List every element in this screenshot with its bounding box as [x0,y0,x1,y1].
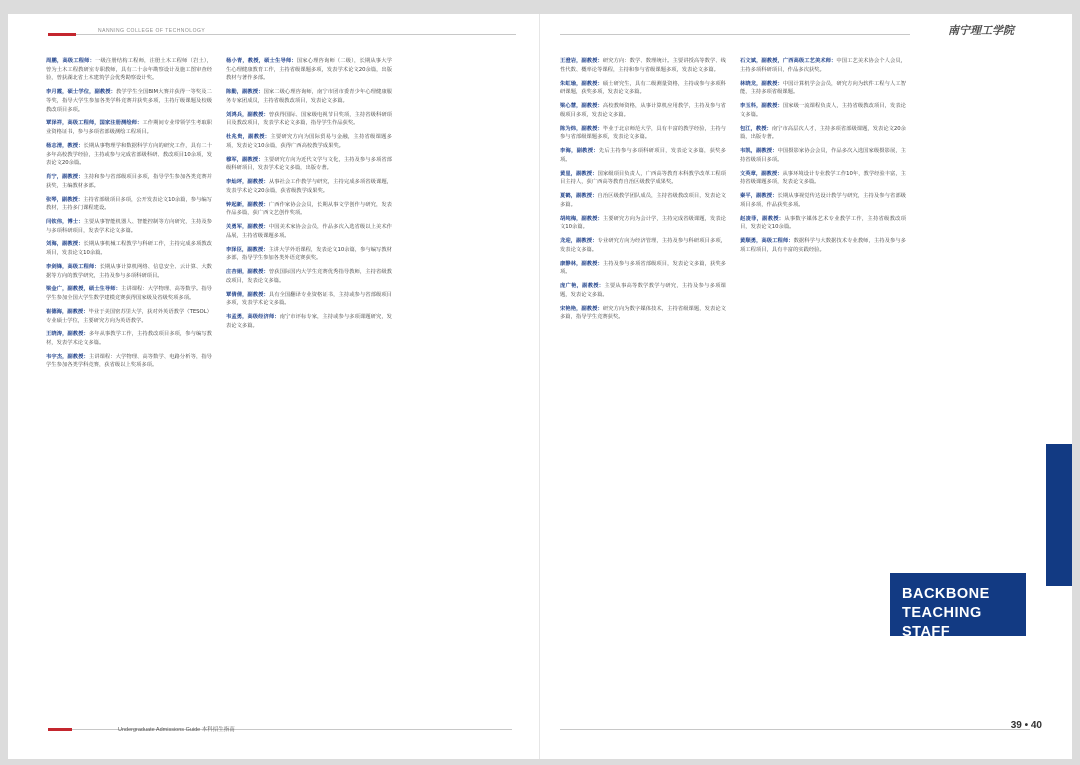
staff-entry [226,57,392,83]
staff-name: 覃倩倩，副教授 [226,291,264,298]
staff-name: 康静林，副教授 [560,260,598,267]
staff-bio: 长期从事计算机网络、信息安全、云计算、大数据等方向的教学研究，主持及参与多项科研项目。 [46,263,212,279]
footer-accent-bar [48,728,72,731]
staff-name: 刘海，副教授 [46,241,79,248]
staff-name: 梁金广，副教授，硕士生导师 [46,286,116,293]
staff-bio: 国家级一流课程负责人，主持省级教改项目，发表论文多篇。 [740,103,906,118]
name-separator: ： [777,80,783,87]
staff-entry [740,237,906,254]
staff-bio: 中国摄影家协会会员，作品多次入选国家级摄影展，主持省级项目多项。 [740,148,906,163]
name-separator: ： [78,174,84,181]
staff-name: 陈勤，副教授 [226,89,259,96]
staff-name: 秦平，副教授 [740,193,773,200]
name-separator: ： [597,80,603,87]
staff-bio: 一级注册结构工程师，注册土木工程师（岩土），曾为土木工程教研室专职教师，具有二十余年勘察设计及施工图审查经验，曾获湖北省土木建筑学会优秀勘察设计奖。 [46,58,212,82]
staff-name: 宋艳艳，副教授 [560,305,598,312]
name-separator: ： [778,215,785,222]
staff-entry [740,125,906,142]
staff-bio: 主要研究方向为近代文学与文化，主持及参与多项省部级科研项目，发表学术论文多篇，出版专著。 [226,156,392,172]
left-columns [46,52,392,712]
staff-bio: 多年从事教学工作，主持教改项目多项，参与编写教材，发表学术论文多篇。 [46,331,212,346]
staff-entry [46,119,212,136]
staff-name: 杜兆贵，副教授 [226,134,265,141]
staff-name: 杨志清，教授 [46,142,79,149]
staff-entry [560,125,726,142]
staff-entry [46,308,212,325]
staff-name: 刘鸿兵，副教授 [226,111,264,118]
staff-bio: 曾获国际国内大学生竞赛优秀指导教师，主持省级教改项目，发表论文多篇。 [226,269,392,284]
side-tab [1046,444,1072,586]
staff-entry [560,305,726,322]
staff-bio: 国家心理咨询师（二级），长期从事大学生心理健康教育工作，主持省级课题多项，发表学术论文20余篇，出版教材与著作多部。 [226,58,392,82]
name-separator: ： [77,196,84,203]
staff-bio: 主讲课程：大学物理、高等数学、电路分析等，指导学生参加各类学科竞赛，获省级以上奖项多项。 [46,353,212,369]
name-separator: ： [78,218,84,225]
text-column-1 [46,52,212,712]
name-separator: ： [83,308,89,315]
staff-name: 黄星，副教授 [560,170,593,177]
staff-bio: 高校教师资格，从事计算机应用教学，主持及参与省级项目多项，发表论文多篇。 [560,103,726,118]
staff-name: 王晓涛，副教授 [46,331,84,338]
staff-bio: 长期从事物理学和数据科学方向的研究工作，具有二十多年高校教学经验，主持或参与完成省部级科研、教改项目10余项，发表论文20余篇。 [46,142,212,167]
name-separator: ： [110,89,117,96]
staff-entry [560,237,726,254]
staff-name: 文英章，副教授 [740,170,778,177]
staff-name: 韦宇杰，副教授 [46,353,84,360]
staff-name: 穆军，副教授 [226,156,259,163]
name-separator: ： [263,269,269,276]
staff-entry [560,192,726,209]
staff-name: 李灿坪，副教授 [226,179,264,186]
name-separator: ： [598,283,605,290]
staff-bio: 具有全国翻译专业资格证书，主持或参与省部级项目多项，发表学术论文多篇。 [226,291,392,307]
staff-entry [226,223,392,240]
staff-entry [226,246,392,263]
staff-name: 李海，副教授 [560,148,594,155]
text-column-4 [740,52,906,712]
staff-name: 龙迎，副教授 [560,238,593,245]
name-separator: ： [258,89,264,96]
staff-entry [740,192,906,209]
name-separator: ： [772,193,778,200]
staff-bio: 主讲课程：大学物理、高等数学。指导学生参加全国大学生数学建模竞赛获得国家级及省级奖项多项。 [46,286,212,302]
name-separator: ： [263,224,269,231]
banner-line-1: BACKBONE [902,586,990,602]
staff-entry [46,330,212,347]
name-separator: ： [597,125,603,132]
staff-entry [740,57,906,74]
footer-guide-title: Undergraduate Admissions Guide 本科招生指南 [118,727,235,733]
right-columns [560,52,906,712]
staff-entry [560,215,726,232]
staff-entry [226,313,392,330]
name-separator: ： [291,58,297,65]
staff-bio: 国家二级心理咨询师，南宁市团市委青少年心理健康服务专家团成员，主持省级教改项目，发表论文多篇。 [226,89,392,104]
staff-name: 李泽臣，副教授 [226,246,264,253]
staff-bio: 专业研究方向为经济管理，主持及参与科研项目多项，发表论文多篇。 [560,238,726,253]
name-separator: ： [593,148,599,155]
name-separator: ： [274,314,280,321]
staff-entry [46,88,212,114]
staff-name: 韦凯，副教授 [740,148,773,155]
staff-name: 崔德海，副教授 [46,308,84,315]
name-separator: ： [777,170,783,177]
staff-bio: 数据科学与大数据技术专业教师，主持及参与多项工程项目，具有丰富的实践经验。 [740,238,906,253]
header-rule [76,34,516,35]
staff-name: 林晓龙，副教授 [740,80,778,87]
staff-bio: 研究方向：数学、数理统计。主要讲授高等数学、线性代数、概率论等课程，主持和参与省级课题多项，发表论文多篇。 [560,58,726,73]
brochure-spread [8,14,1072,759]
staff-bio: 中国美术家协会会员，作品多次入选省级以上美术作品展，主持省级课题多项。 [226,224,392,239]
staff-name: 杨小青，教授，硕士生导师 [226,58,292,65]
staff-entry [560,102,726,119]
staff-bio: 广西作家协会会员，长期从事文学创作与研究，发表作品多篇，获广西文艺创作奖项。 [226,201,392,217]
name-separator: ： [83,331,89,338]
staff-entry [560,80,726,97]
banner-line-2: TEACHING STAFF [902,605,982,640]
staff-name: 韦孟勇，高级经济师 [226,314,275,321]
staff-entry [46,218,212,235]
staff-entry [560,282,726,299]
text-column-2 [226,52,392,712]
name-separator: ： [597,305,603,312]
staff-bio: 主要从事高等数学教学与研究，主持及参与多项课题，发表论文多篇。 [560,283,726,298]
staff-entry [560,170,726,187]
staff-name: 钟起新，副教授 [226,201,264,208]
staff-bio: 毕业于北京师范大学，具有丰富的教学经验，主持与参与省部级课题多项，发表论文多篇。 [560,125,726,141]
staff-entry [46,240,212,257]
name-separator: ： [592,170,598,177]
staff-name: 关勇军，副教授 [226,224,264,231]
name-separator: ： [597,260,603,267]
footer-rule-right [560,729,1030,730]
staff-bio: 从事社会工作教学与研究，主持完成多项省级课题，发表学术论文20余篇，获省级教学成果奖。 [226,179,392,194]
staff-bio: 长期从事视觉传达设计教学与研究，主持及参与省部级项目多项，作品获奖多项。 [740,193,906,208]
header-rule-right [560,34,910,35]
name-separator: ： [263,246,269,253]
name-separator: ： [592,193,598,200]
staff-bio: 主持省部级项目多项，公开发表论文10余篇，参与编写教材，主持多门课程建设。 [46,196,212,212]
staff-bio: 曾获得国际、国家级电视节目奖项，主持省级科研项目及教改项目，发表学术论文多篇，指导学生作品获奖。 [226,111,392,127]
name-separator: ： [94,263,100,270]
staff-name: 李剑锋，高级工程师 [46,263,95,270]
name-separator: ： [766,125,772,132]
page-numbers: 39 • 40 [1010,720,1042,731]
staff-entry [226,291,392,308]
staff-entry [560,147,726,164]
name-separator: ： [597,215,603,222]
staff-name: 朱虹瑜，副教授 [560,80,598,87]
header-accent-bar [48,33,76,36]
staff-bio: 从事环境设计专业教学工作10年，教学经验丰富，主持省级课题多项，发表论文多篇。 [740,170,906,186]
staff-bio: 先后主持参与多项科研项目，发表论文多篇，获奖多项。 [560,148,726,163]
staff-bio: 中国计算机学会会员，研究方向为软件工程与人工智能，主持多项省级课题。 [740,80,906,96]
staff-bio: 教学学生全国BIM大赛并获得一等奖及二等奖，指导大学生参加各类学科竞赛并获奖多项，主持厅级课题及校级教改项目多项。 [46,89,212,113]
staff-name: 庞广艳，副教授 [560,283,599,290]
staff-name: 王澄岩，副教授 [560,58,598,65]
staff-bio: 主持及参与多项省部级项目，发表论文多篇，获奖多项。 [560,260,726,276]
staff-bio: 毕业于美国密苏里大学，获对外英语教学（TESOL）专业硕士学位，主要研究方向为英语教学。 [46,308,212,324]
name-separator: ： [263,179,269,186]
name-separator: ： [137,120,143,127]
name-separator: ： [772,148,778,155]
staff-name: 庄杏娟，副教授 [226,269,264,276]
staff-entry [740,147,906,164]
staff-name: 黄顺勇，高级工程师 [740,238,789,245]
name-separator: ： [264,134,271,141]
staff-bio: 主持和参与省部级项目多项，指导学生参加各类竞赛并获奖，主编教材多部。 [46,174,212,189]
staff-entry [740,80,906,97]
staff-entry [46,263,212,280]
staff-bio: 主要研究方向为会计学，主持完成省级课题，发表论文10余篇。 [560,215,726,231]
staff-entry [46,353,212,370]
name-separator: ： [83,353,89,360]
college-logo: 南宁理工学院 [948,24,1014,37]
name-separator: ： [597,103,603,110]
name-separator: ： [263,201,269,208]
staff-bio: 硕士研究生，具有二级测量资格，主持或参与多项科研课题，获奖多项，发表论文多篇。 [560,80,726,96]
staff-bio: 南宁市高层次人才，主持多项省部级课题，发表论文20余篇，出版专著。 [740,125,906,141]
staff-entry [740,215,906,232]
staff-name: 夏鹤，副教授 [560,193,593,200]
staff-entry [46,142,212,168]
name-separator: ： [115,286,121,293]
staff-bio: 主讲大学外语课程，发表论文10余篇，参与编写教材多部，指导学生参加各类外语竞赛获奖。 [226,246,392,262]
staff-bio: 自治区级教学团队成员，主持省级教改项目，发表论文多篇。 [560,193,726,208]
staff-name: 胡纯梅，副教授 [560,215,598,222]
staff-name: 梁心慧，副教授 [560,103,598,110]
right-page [540,14,1072,759]
name-separator: ： [263,291,269,298]
staff-name: 石文斌，副教授，广西高级工艺美术师 [740,58,832,65]
left-page [8,14,540,759]
name-separator: ： [788,238,794,245]
staff-entry [226,156,392,173]
staff-name: 李月霞，硕士学位，副教授 [46,89,111,96]
name-separator: ： [263,111,269,118]
staff-bio: 长期从事机械工程教学与科研工作，主持完成多项教改项目，发表论文10余篇。 [46,241,212,257]
staff-bio: 从事数字媒体艺术专业教学工作，主持省级教改项目，发表论文10余篇。 [740,215,906,231]
staff-name: 赵凌菲，副教授 [740,215,779,222]
staff-name: 包江，教授 [740,125,767,132]
staff-bio: 中国工艺美术协会个人会员，主持多项科研项目，作品多次获奖。 [740,58,906,73]
staff-name: 张琴，副教授 [46,196,78,203]
staff-bio: 主要研究方向为国际贸易与金融，主持省级课题多项，发表论文10余篇，获得广西高校教学成果奖。 [226,134,392,149]
name-separator: ： [831,58,837,65]
staff-name: 李玉科，副教授 [740,103,778,110]
staff-entry [226,178,392,195]
name-separator: ： [89,58,96,65]
staff-entry [226,88,392,105]
staff-entry [560,57,726,74]
name-separator: ： [78,241,84,248]
staff-entry [226,133,392,150]
staff-name: 陈为炜，副教授 [560,125,598,132]
staff-bio: 研究方向为数字媒体技术，主持省级课题，发表论文多篇，指导学生竞赛获奖。 [560,305,726,321]
staff-name: 周鹏，高级工程师 [46,58,90,65]
name-separator: ： [597,58,603,65]
backbone-teaching-staff-banner [890,573,1026,640]
name-separator: ： [258,156,264,163]
staff-entry [226,111,392,128]
staff-name: 覃泽祥，高级工程师，国家注册测绘师 [46,120,138,127]
staff-bio: 主要从事智能机器人、智能控制等方向研究，主持及参与多项科研项目，发表学术论文多篇。 [46,218,212,234]
staff-bio: 国家级项目负责人，广西高等教育本科教学改革工程项目主持人，获广西高等教育自治区级教学成果奖。 [560,170,726,186]
staff-entry [46,196,212,213]
name-separator: ： [592,238,598,245]
name-separator: ： [78,142,84,149]
staff-name: 闫钦伟，博士 [46,218,79,225]
staff-bio: 工作期间专业带领学生考取职业资格证书，参与多项省部级测绘工程项目。 [46,120,212,136]
name-separator: ： [777,103,783,110]
staff-entry [226,268,392,285]
staff-entry [560,260,726,277]
text-column-3 [560,52,726,712]
staff-name: 肖宁，副教授 [46,174,79,181]
staff-bio: 南宁市评标专家，主持或参与多项课题研究，发表论文多篇。 [226,314,392,329]
staff-entry [740,102,906,119]
staff-entry [46,285,212,302]
staff-entry [740,170,906,187]
staff-entry [226,201,392,218]
staff-entry [46,173,212,190]
staff-entry [46,57,212,83]
header-college-name: NANNING COLLEGE OF TECHNOLOGY [98,28,206,34]
